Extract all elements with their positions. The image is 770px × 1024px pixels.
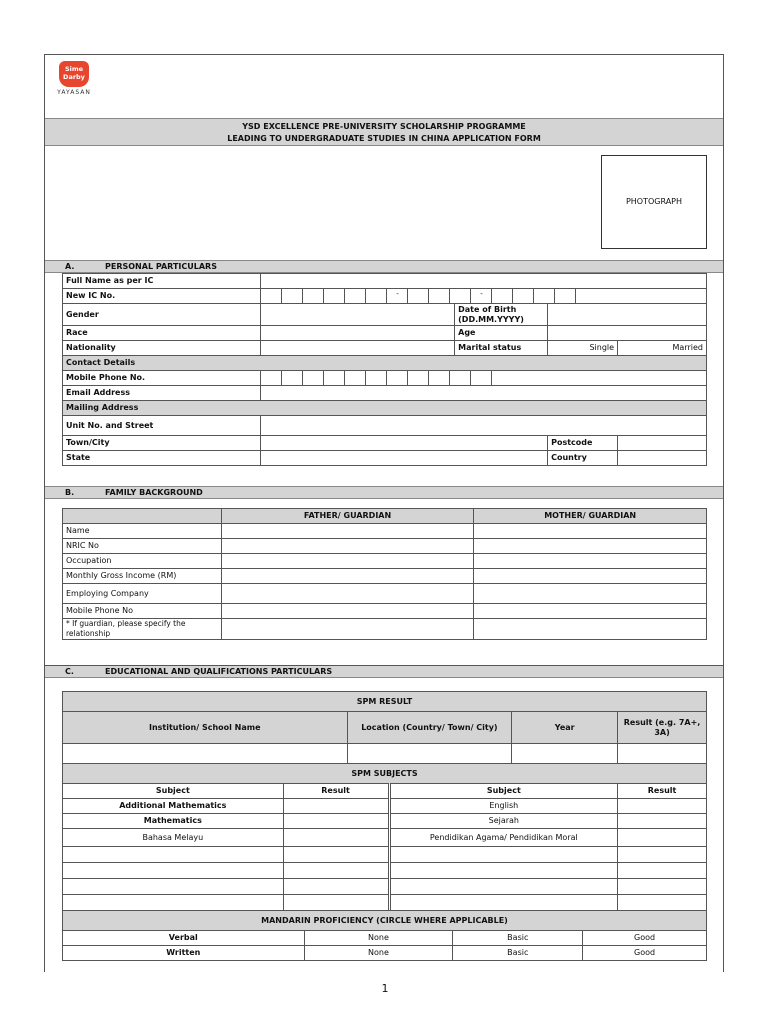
ic-label: New IC No. (63, 289, 261, 304)
title-line1: YSD EXCELLENCE PRE-UNIVERSITY SCHOLARSHIP PROGRAMME (242, 122, 526, 131)
dob-field[interactable] (548, 304, 707, 326)
family-blank-header (63, 509, 222, 524)
subject-blank[interactable] (389, 879, 618, 895)
father-field[interactable] (221, 604, 474, 619)
section-c-header (45, 665, 723, 678)
family-row-label: Name (63, 524, 222, 539)
age-label: Age (455, 326, 548, 341)
marital-married-option[interactable]: Married (618, 341, 707, 356)
mobile-label: Mobile Phone No. (63, 371, 261, 386)
mother-field[interactable] (474, 569, 707, 584)
family-row-label: Monthly Gross Income (RM) (63, 569, 222, 584)
family-table (62, 508, 707, 640)
subject-result-field[interactable] (618, 879, 707, 895)
ic-separator-2: - (471, 289, 492, 303)
father-field[interactable] (221, 569, 474, 584)
unit-street-field[interactable] (261, 416, 707, 436)
subject-header-left: Subject (63, 784, 284, 799)
subject-result-field[interactable] (618, 814, 707, 829)
institution-field[interactable] (63, 744, 348, 764)
mandarin-header: MANDARIN PROFICIENCY (CIRCLE WHERE APPLICABLE) (63, 911, 707, 931)
postcode-label: Postcode (548, 436, 618, 451)
verbal-label: Verbal (63, 931, 305, 946)
ic-field[interactable] (261, 289, 707, 304)
subject-blank[interactable] (63, 879, 284, 895)
subject-result-field[interactable] (618, 847, 707, 863)
subject-result-field[interactable] (618, 895, 707, 911)
father-field[interactable] (221, 524, 474, 539)
personal-particulars-table (62, 273, 707, 466)
result-header: Result (e.g. 7A+, 3A) (618, 712, 707, 744)
section-b-title: FAMILY BACKGROUND (105, 488, 203, 497)
subject-result-field[interactable] (283, 814, 389, 829)
contact-details-header: Contact Details (63, 356, 707, 371)
subject-right: English (389, 799, 618, 814)
logo-line2: Darby (63, 73, 85, 81)
mailing-address-header: Mailing Address (63, 401, 707, 416)
father-field[interactable] (221, 584, 474, 604)
gender-label: Gender (63, 304, 261, 326)
title-line2: LEADING TO UNDERGRADUATE STUDIES IN CHINA APPLICATION FORM (227, 134, 541, 143)
subject-result-field[interactable] (618, 799, 707, 814)
spm-subjects-header: SPM SUBJECTS (63, 764, 707, 784)
section-a-letter: A. (65, 262, 75, 271)
logo-line1: Sime (64, 65, 84, 73)
dob-label: Date of Birth (DD.MM.YYYY) (455, 304, 548, 326)
mother-field[interactable] (474, 619, 707, 640)
mother-field[interactable] (474, 554, 707, 569)
subject-blank[interactable] (63, 895, 284, 911)
form-page (44, 54, 724, 972)
subject-header-right: Subject (389, 784, 618, 799)
family-row-label: Employing Company (63, 584, 222, 604)
race-field[interactable] (261, 326, 455, 341)
father-field[interactable] (221, 619, 474, 640)
subject-left: Bahasa Melayu (63, 829, 284, 847)
state-label: State (63, 451, 261, 466)
subject-result-field[interactable] (283, 829, 389, 847)
subject-result-field[interactable] (283, 799, 389, 814)
mother-header: MOTHER/ GUARDIAN (474, 509, 707, 524)
nationality-label: Nationality (63, 341, 261, 356)
result-field[interactable] (618, 744, 707, 764)
country-field[interactable] (618, 451, 707, 466)
written-none-option[interactable]: None (304, 946, 453, 961)
institution-header: Institution/ School Name (63, 712, 348, 744)
mandarin-table (62, 910, 707, 961)
full-name-field[interactable] (261, 274, 707, 289)
subject-result-field[interactable] (283, 879, 389, 895)
verbal-basic-option[interactable]: Basic (453, 931, 583, 946)
subject-result-field[interactable] (618, 829, 707, 847)
section-c-title: EDUCATIONAL AND QUALIFICATIONS PARTICULARS (105, 667, 333, 676)
form-title (45, 118, 723, 146)
location-header: Location (Country/ Town/ City) (347, 712, 512, 744)
marital-label: Marital status (455, 341, 548, 356)
father-field[interactable] (221, 554, 474, 569)
gender-field[interactable] (261, 304, 455, 326)
written-basic-option[interactable]: Basic (453, 946, 583, 961)
written-label: Written (63, 946, 305, 961)
spm-result-header: SPM RESULT (63, 692, 707, 712)
town-field[interactable] (261, 436, 548, 451)
result-header-left: Result (283, 784, 389, 799)
mother-field[interactable] (474, 524, 707, 539)
section-c-letter: C. (65, 667, 74, 676)
subject-result-field[interactable] (283, 863, 389, 879)
subject-blank[interactable] (389, 847, 618, 863)
subject-result-field[interactable] (283, 895, 389, 911)
year-header: Year (512, 712, 618, 744)
spm-subjects-table (62, 763, 707, 911)
family-row-label: * If guardian, please specify the relationship (63, 619, 222, 640)
spm-result-table (62, 691, 707, 764)
full-name-label: Full Name as per IC (63, 274, 261, 289)
logo-badge (59, 61, 89, 87)
subject-blank[interactable] (63, 847, 284, 863)
state-field[interactable] (261, 451, 548, 466)
town-label: Town/City (63, 436, 261, 451)
mother-field[interactable] (474, 584, 707, 604)
subject-result-field[interactable] (283, 847, 389, 863)
family-row-label: NRIC No (63, 539, 222, 554)
age-field[interactable] (548, 326, 707, 341)
mobile-field[interactable] (261, 371, 707, 386)
subject-right: Sejarah (389, 814, 618, 829)
result-header-right: Result (618, 784, 707, 799)
verbal-none-option[interactable]: None (304, 931, 453, 946)
subject-blank[interactable] (389, 895, 618, 911)
country-label: Country (548, 451, 618, 466)
mother-field[interactable] (474, 539, 707, 554)
logo-sub: YAYASAN (57, 89, 91, 96)
father-field[interactable] (221, 539, 474, 554)
location-field[interactable] (347, 744, 512, 764)
email-label: Email Address (63, 386, 261, 401)
marital-single-option[interactable]: Single (548, 341, 618, 356)
section-a-header (45, 260, 723, 273)
subject-left: Mathematics (63, 814, 284, 829)
subject-right: Pendidikan Agama/ Pendidikan Moral (389, 829, 618, 847)
year-field[interactable] (512, 744, 618, 764)
subject-result-field[interactable] (618, 863, 707, 879)
nationality-field[interactable] (261, 341, 455, 356)
race-label: Race (63, 326, 261, 341)
email-field[interactable] (261, 386, 707, 401)
page-number: 1 (381, 982, 389, 995)
verbal-good-option[interactable]: Good (583, 931, 707, 946)
subject-blank[interactable] (63, 863, 284, 879)
father-header: FATHER/ GUARDIAN (221, 509, 474, 524)
mother-field[interactable] (474, 604, 707, 619)
subject-left: Additional Mathematics (63, 799, 284, 814)
family-row-label: Occupation (63, 554, 222, 569)
logo (53, 61, 95, 96)
unit-street-label: Unit No. and Street (63, 416, 261, 436)
subject-blank[interactable] (389, 863, 618, 879)
ic-separator-1: - (387, 289, 408, 303)
section-a-title: PERSONAL PARTICULARS (105, 262, 217, 271)
postcode-field[interactable] (618, 436, 707, 451)
section-b-letter: B. (65, 488, 75, 497)
family-row-label: Mobile Phone No (63, 604, 222, 619)
written-good-option[interactable]: Good (583, 946, 707, 961)
section-b-header (45, 486, 723, 499)
photograph-box[interactable]: PHOTOGRAPH (601, 155, 707, 249)
